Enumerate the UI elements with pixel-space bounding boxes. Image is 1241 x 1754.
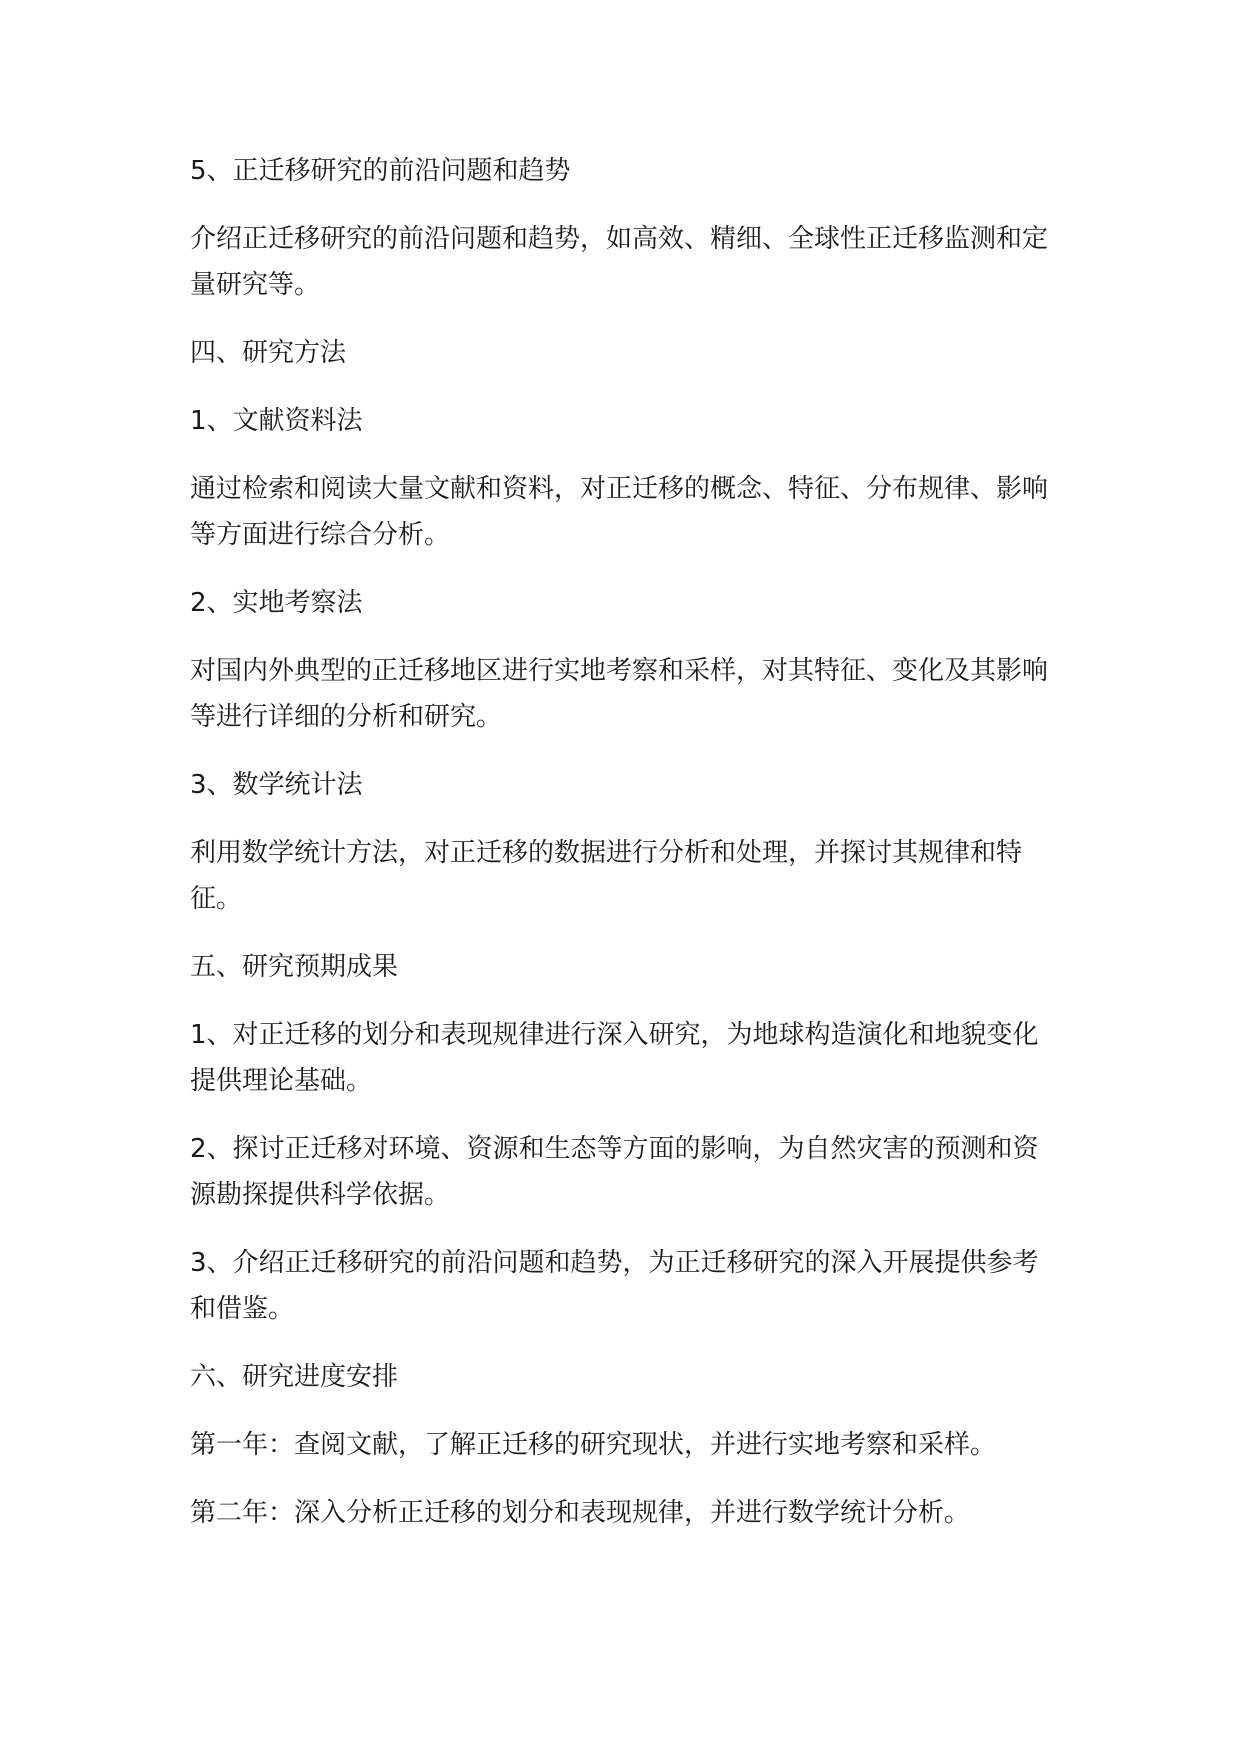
document-body <box>190 148 1060 1558</box>
paragraph-outcome-1: 1、对正迁移的划分和表现规律进行深入研究，为地球构造演化和地貌变化提供理论基础。 <box>190 1020 1039 1096</box>
subsection-heading-statistics: 3、数学统计法 <box>190 770 363 800</box>
paragraph-literature: 通过检索和阅读大量文献和资料，对正迁移的概念、特征、分布规律、影响等方面进行综合分析。 <box>190 474 1049 550</box>
section-heading-methods: 四、研究方法 <box>190 338 347 368</box>
paragraph-outcome-3: 3、介绍正迁移研究的前沿问题和趋势，为正迁移研究的深入开展提供参考和借鉴。 <box>190 1248 1039 1324</box>
paragraph-frontier: 介绍正迁移研究的前沿问题和趋势，如高效、精细、全球性正迁移监测和定量研究等。 <box>190 224 1049 300</box>
paragraph-fieldwork: 对国内外典型的正迁移地区进行实地考察和采样，对其特征、变化及其影响等进行详细的分析和研究。 <box>190 656 1049 732</box>
paragraph-schedule-year-2: 第二年：深入分析正迁移的划分和表现规律，并进行数学统计分析。 <box>190 1498 971 1528</box>
paragraph-statistics: 利用数学统计方法，对正迁移的数据进行分析和处理，并探讨其规律和特征。 <box>190 838 1023 914</box>
subsection-heading-fieldwork: 2、实地考察法 <box>190 588 363 618</box>
section-heading-schedule: 六、研究进度安排 <box>190 1362 399 1392</box>
section-heading-outcomes: 五、研究预期成果 <box>190 952 399 982</box>
subsection-heading-frontier: 5、正迁移研究的前沿问题和趋势 <box>190 156 571 186</box>
paragraph-schedule-year-1: 第一年：查阅文献，了解正迁移的研究现状，并进行实地考察和采样。 <box>190 1430 997 1460</box>
paragraph-outcome-2: 2、探讨正迁移对环境、资源和生态等方面的影响，为自然灾害的预测和资源勘探提供科学依据。 <box>190 1134 1039 1210</box>
subsection-heading-literature: 1、文献资料法 <box>190 406 363 436</box>
